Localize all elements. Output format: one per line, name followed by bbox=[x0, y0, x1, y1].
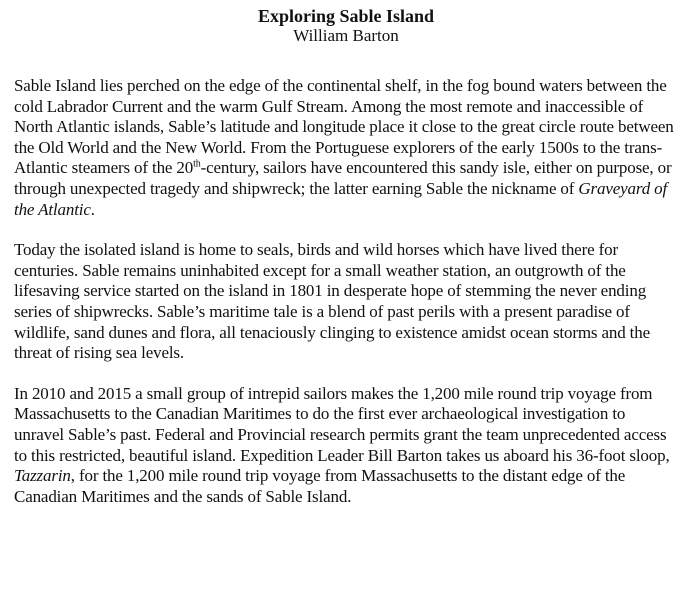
nickname-italic: Graveyard of the Atlantic bbox=[14, 178, 668, 219]
paragraph-2-text: Today the isolated island is home to seals, birds and wild horses which have lived there for centuries. Sable remains uninhabited except for a small weather station, an outgrowth of the lifesaving service started on the island in 1801 in desperate hope of stemming the never ending series of shipwrecks. Sable’s maritime tale is a blend of past perils with a present paradise of wildlife, sand dunes and flora, all tenaciously clinging to existence amidst ocean storms and the threat of rising sea levels. bbox=[14, 240, 650, 363]
paragraph-1-end: . bbox=[90, 199, 95, 219]
paragraph-2 bbox=[14, 240, 678, 364]
ordinal-superscript: th bbox=[193, 158, 201, 170]
paragraph-1-text: Sable Island lies perched on the edge of the continental shelf, in the fog bound waters between the cold Labrador Current and the warm Gulf Stream. Among the most remote and inaccessible of North Atlantic islands, Sable’s latitude and longitude place it close to the great circle route between the Old World and the New World. From the Portuguese explorers of the early 1500s to the trans-Atlantic steamers of the 20 bbox=[14, 76, 674, 178]
paragraph-1 bbox=[14, 76, 678, 220]
paragraph-3-text-cont: , for the 1,200 mile round trip voyage from Massachusetts to the distant edge of the Canadian Maritimes and the sands of Sable Island. bbox=[14, 466, 626, 506]
document-title: Exploring Sable Island bbox=[257, 6, 435, 26]
boat-name-italic: Tazzarin bbox=[14, 466, 71, 486]
paragraph-3 bbox=[14, 384, 678, 508]
author-name: William Barton bbox=[293, 26, 399, 45]
paragraph-1-text-cont: -century, sailors have encountered this sandy isle, either on purpose, or through unexpected tragedy and shipwreck; the latter earning Sable the nickname of bbox=[14, 158, 672, 198]
document bbox=[14, 6, 678, 527]
document-header bbox=[14, 6, 678, 46]
paragraph-3-text: In 2010 and 2015 a small group of intrepid sailors makes the 1,200 mile round trip voyage from Massachusetts to the Canadian Maritimes to do the first ever archaeological investigation to unravel Sable’s past. Federal and Provincial research permits grant the team unprecedented access to this restricted, beautiful island. Expedition Leader Bill Barton takes us aboard his 36-foot sloop, bbox=[14, 383, 670, 465]
